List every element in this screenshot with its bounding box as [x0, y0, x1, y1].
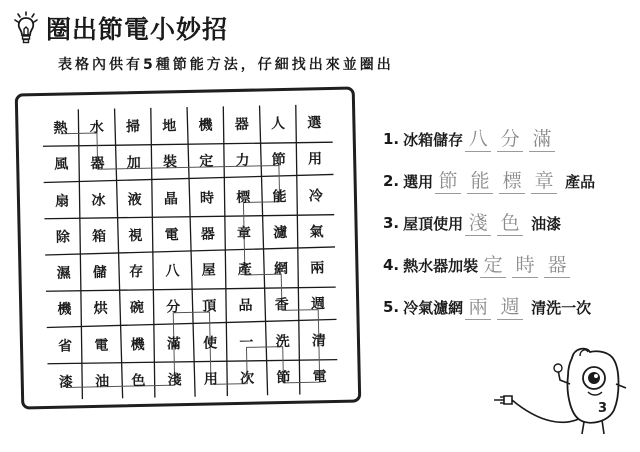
- grid-cell[interactable]: 屋: [201, 262, 216, 279]
- grid-cell[interactable]: 產: [237, 261, 253, 279]
- grid-cell[interactable]: 存: [128, 264, 144, 281]
- answer-character: 標: [499, 169, 525, 194]
- answer-character: 兩: [465, 295, 491, 320]
- grid-cell[interactable]: 人: [270, 116, 286, 133]
- grid-cell[interactable]: 色: [131, 372, 146, 390]
- grid-cell[interactable]: 扇: [54, 193, 70, 210]
- grid-cell[interactable]: 風: [54, 156, 69, 174]
- grid-cell[interactable]: 碗: [129, 300, 145, 317]
- answer-character: 定: [480, 253, 506, 278]
- grid-cell[interactable]: 定: [199, 153, 214, 171]
- grid-cell[interactable]: 器: [200, 226, 216, 243]
- answer-character: 淺: [465, 211, 491, 236]
- question-number: 5.: [383, 298, 400, 316]
- grid-cell[interactable]: 節: [271, 152, 286, 169]
- answer-blank[interactable]: [465, 210, 529, 236]
- grid-cell[interactable]: 力: [235, 153, 250, 170]
- grid-cell[interactable]: 漆: [58, 374, 74, 391]
- grid-cells: [42, 104, 338, 400]
- grid-cell[interactable]: 裝: [162, 154, 178, 171]
- grid-cell[interactable]: 電: [94, 337, 109, 354]
- question-item: [383, 286, 633, 328]
- grid-cell[interactable]: 用: [307, 151, 323, 168]
- answer-blank[interactable]: [465, 126, 561, 152]
- grid-cell[interactable]: 液: [127, 191, 142, 208]
- grid-cell[interactable]: 網: [273, 261, 289, 278]
- answer-character: 八: [465, 127, 491, 152]
- answer-character: 章: [531, 169, 557, 194]
- question-text-after: 產品: [565, 172, 596, 191]
- mascot-number: 3: [598, 401, 608, 416]
- grid-cell[interactable]: 機: [198, 117, 213, 134]
- answer-character: 週: [497, 295, 523, 320]
- grid-cell[interactable]: 除: [55, 229, 71, 246]
- grid-cell[interactable]: 水: [89, 119, 105, 137]
- grid-cell[interactable]: 使: [202, 335, 218, 352]
- grid-cell[interactable]: 箱: [91, 228, 107, 245]
- grid-cell[interactable]: 冰: [91, 192, 106, 209]
- question-number: 3.: [383, 214, 400, 232]
- grid-cell[interactable]: 選: [307, 115, 322, 132]
- grid-cell[interactable]: 濕: [56, 265, 71, 282]
- question-number: 1.: [383, 130, 400, 148]
- title-row: [12, 8, 228, 48]
- answer-character: 節: [435, 169, 461, 194]
- grid-cell[interactable]: 濾: [273, 224, 288, 242]
- question-text-before: 選用: [403, 172, 434, 191]
- grid-cell[interactable]: 標: [236, 189, 251, 206]
- grid-cell[interactable]: 省: [57, 338, 73, 355]
- lightbulb-icon: [12, 11, 40, 45]
- grid-cell[interactable]: 機: [57, 301, 72, 319]
- grid-cell[interactable]: 器: [234, 116, 249, 134]
- grid-cell[interactable]: 加: [126, 155, 142, 172]
- grid-cell[interactable]: 視: [128, 227, 143, 245]
- grid-cell[interactable]: 油: [94, 373, 110, 390]
- question-number: 4.: [383, 256, 400, 274]
- grid-cell[interactable]: 烘: [93, 301, 108, 318]
- grid-cell[interactable]: 週: [310, 296, 326, 313]
- answer-blank[interactable]: [465, 294, 529, 320]
- question-text-before: 冰箱儲存: [403, 130, 464, 149]
- answer-blank[interactable]: [480, 252, 576, 278]
- answer-blank[interactable]: [435, 168, 563, 194]
- grid-cell[interactable]: 晶: [163, 190, 179, 208]
- grid-cell[interactable]: 氣: [309, 224, 324, 241]
- question-text-after: 清洗一次: [531, 298, 592, 317]
- grid-cell[interactable]: 時: [199, 190, 215, 207]
- answer-character: 滿: [529, 127, 555, 152]
- question-text-after: 油漆: [531, 214, 562, 233]
- instruction-text: 表格內供有5種節能方法，仔細找出來並圈出: [58, 57, 394, 73]
- answer-character: 能: [467, 169, 493, 194]
- question-text-before: 屋頂使用: [403, 214, 464, 233]
- grid-cell[interactable]: 章: [236, 225, 252, 242]
- grid-cell[interactable]: 分: [165, 299, 181, 316]
- grid-cell[interactable]: 儲: [92, 264, 108, 282]
- grid-cell[interactable]: 洗: [275, 333, 290, 350]
- grid-cell[interactable]: 電: [164, 227, 179, 244]
- grid-cell[interactable]: 八: [165, 263, 180, 280]
- word-search-frame: [15, 86, 362, 409]
- grid-cell[interactable]: 滿: [166, 335, 182, 353]
- question-item: [383, 202, 633, 244]
- grid-cell[interactable]: 能: [272, 188, 287, 205]
- grid-cell[interactable]: 品: [238, 298, 253, 315]
- question-text-before: 熱水器加裝: [403, 256, 479, 275]
- grid-cell[interactable]: 頂: [202, 298, 217, 316]
- grid-cell[interactable]: 兩: [310, 260, 325, 277]
- grid-cell[interactable]: 次: [239, 370, 255, 387]
- grid-cell[interactable]: 淺: [167, 372, 182, 389]
- question-item: [383, 160, 633, 202]
- grid-cell[interactable]: 清: [311, 332, 327, 350]
- answer-character: 分: [497, 127, 523, 152]
- question-list: [383, 118, 633, 328]
- grid-cell[interactable]: 電: [312, 369, 327, 386]
- grid-cell[interactable]: 地: [162, 118, 177, 135]
- mascot-plug-character: [486, 340, 636, 450]
- answer-character: 色: [497, 211, 523, 236]
- grid-cell[interactable]: 掃: [125, 119, 141, 136]
- word-search-grid: [42, 104, 338, 400]
- answer-character: 器: [544, 253, 570, 278]
- grid-cell[interactable]: 熱: [53, 120, 68, 137]
- grid-cell[interactable]: 冷: [308, 187, 323, 205]
- question-item: [383, 118, 633, 160]
- grid-cell[interactable]: 一: [239, 334, 254, 351]
- question-item: [383, 244, 633, 286]
- grid-cell[interactable]: 器: [90, 156, 105, 173]
- question-number: 2.: [383, 172, 400, 190]
- grid-cell[interactable]: 節: [276, 369, 291, 387]
- grid-cell[interactable]: 香: [274, 297, 290, 314]
- grid-cell[interactable]: 用: [203, 371, 219, 388]
- page-title: 圈出節電小妙招: [46, 15, 229, 44]
- grid-cell[interactable]: 機: [130, 336, 145, 353]
- question-text-before: 冷氣濾網: [403, 298, 464, 317]
- answer-character: 時: [512, 253, 538, 278]
